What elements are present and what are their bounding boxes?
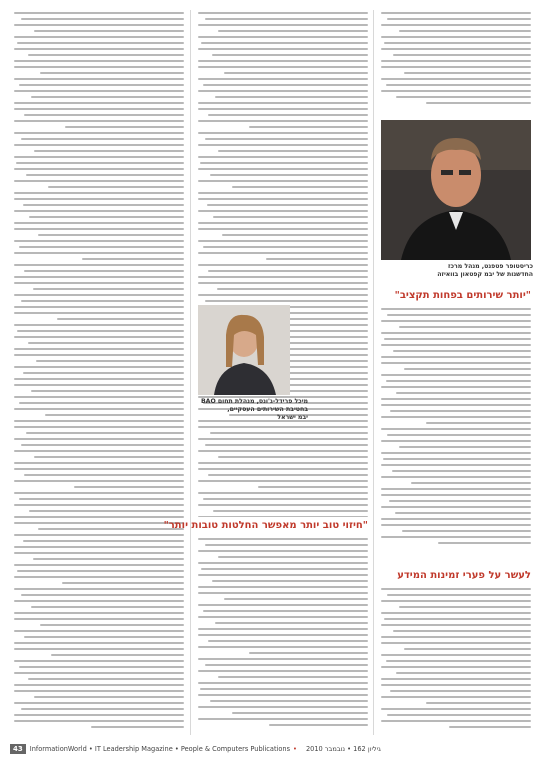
photo1-caption-line: כריסטופר פטפנט, מנהל מרכז xyxy=(448,263,533,270)
body-text-right-column-bottom xyxy=(381,588,531,733)
portrait-photo-man xyxy=(381,120,531,260)
photo2-caption-line: יבמ ישראל xyxy=(277,414,308,421)
photo1-caption xyxy=(383,263,533,279)
body-text-right-column-middle xyxy=(381,308,531,563)
body-text-middle-column-top xyxy=(198,12,368,517)
footer-separator: • xyxy=(293,745,297,753)
column-divider xyxy=(190,10,191,735)
body-text-right-column-top xyxy=(381,12,531,112)
portrait-photo-woman xyxy=(198,305,290,395)
photo2-caption-line: בחטיבת השירותים העסקיים, xyxy=(227,406,308,413)
photo1-caption-line: החדשנות של יבמ קפטאון בוואיזה xyxy=(437,271,533,278)
footer-publications: InformationWorld • IT Leadership Magazine • People & Computers Publications xyxy=(29,745,291,753)
footer-issue: גיליון 162 • נובמבר 2010 xyxy=(305,745,381,753)
photo2-caption-line: מיכל פרידל-ג'ונס, מנהלת תחום BAO xyxy=(200,398,308,405)
section-heading-time: לעשר על פערי זמינות המידע xyxy=(397,570,531,581)
portrait-woman-image xyxy=(198,305,290,395)
portrait-man-image xyxy=(381,120,531,260)
page-footer xyxy=(10,743,537,755)
section-heading-services: "יותר שירותים בפחות תקציב" xyxy=(394,290,531,301)
page-number: 43 xyxy=(10,744,26,754)
section-heading-reports: "חיזוי טוב יותר מאפשר החלטות טובות יותר" xyxy=(163,520,368,531)
photo2-caption xyxy=(198,398,308,422)
body-text-middle-column-bottom xyxy=(198,538,368,733)
body-text-left-column xyxy=(14,12,184,732)
column-divider xyxy=(373,10,374,735)
